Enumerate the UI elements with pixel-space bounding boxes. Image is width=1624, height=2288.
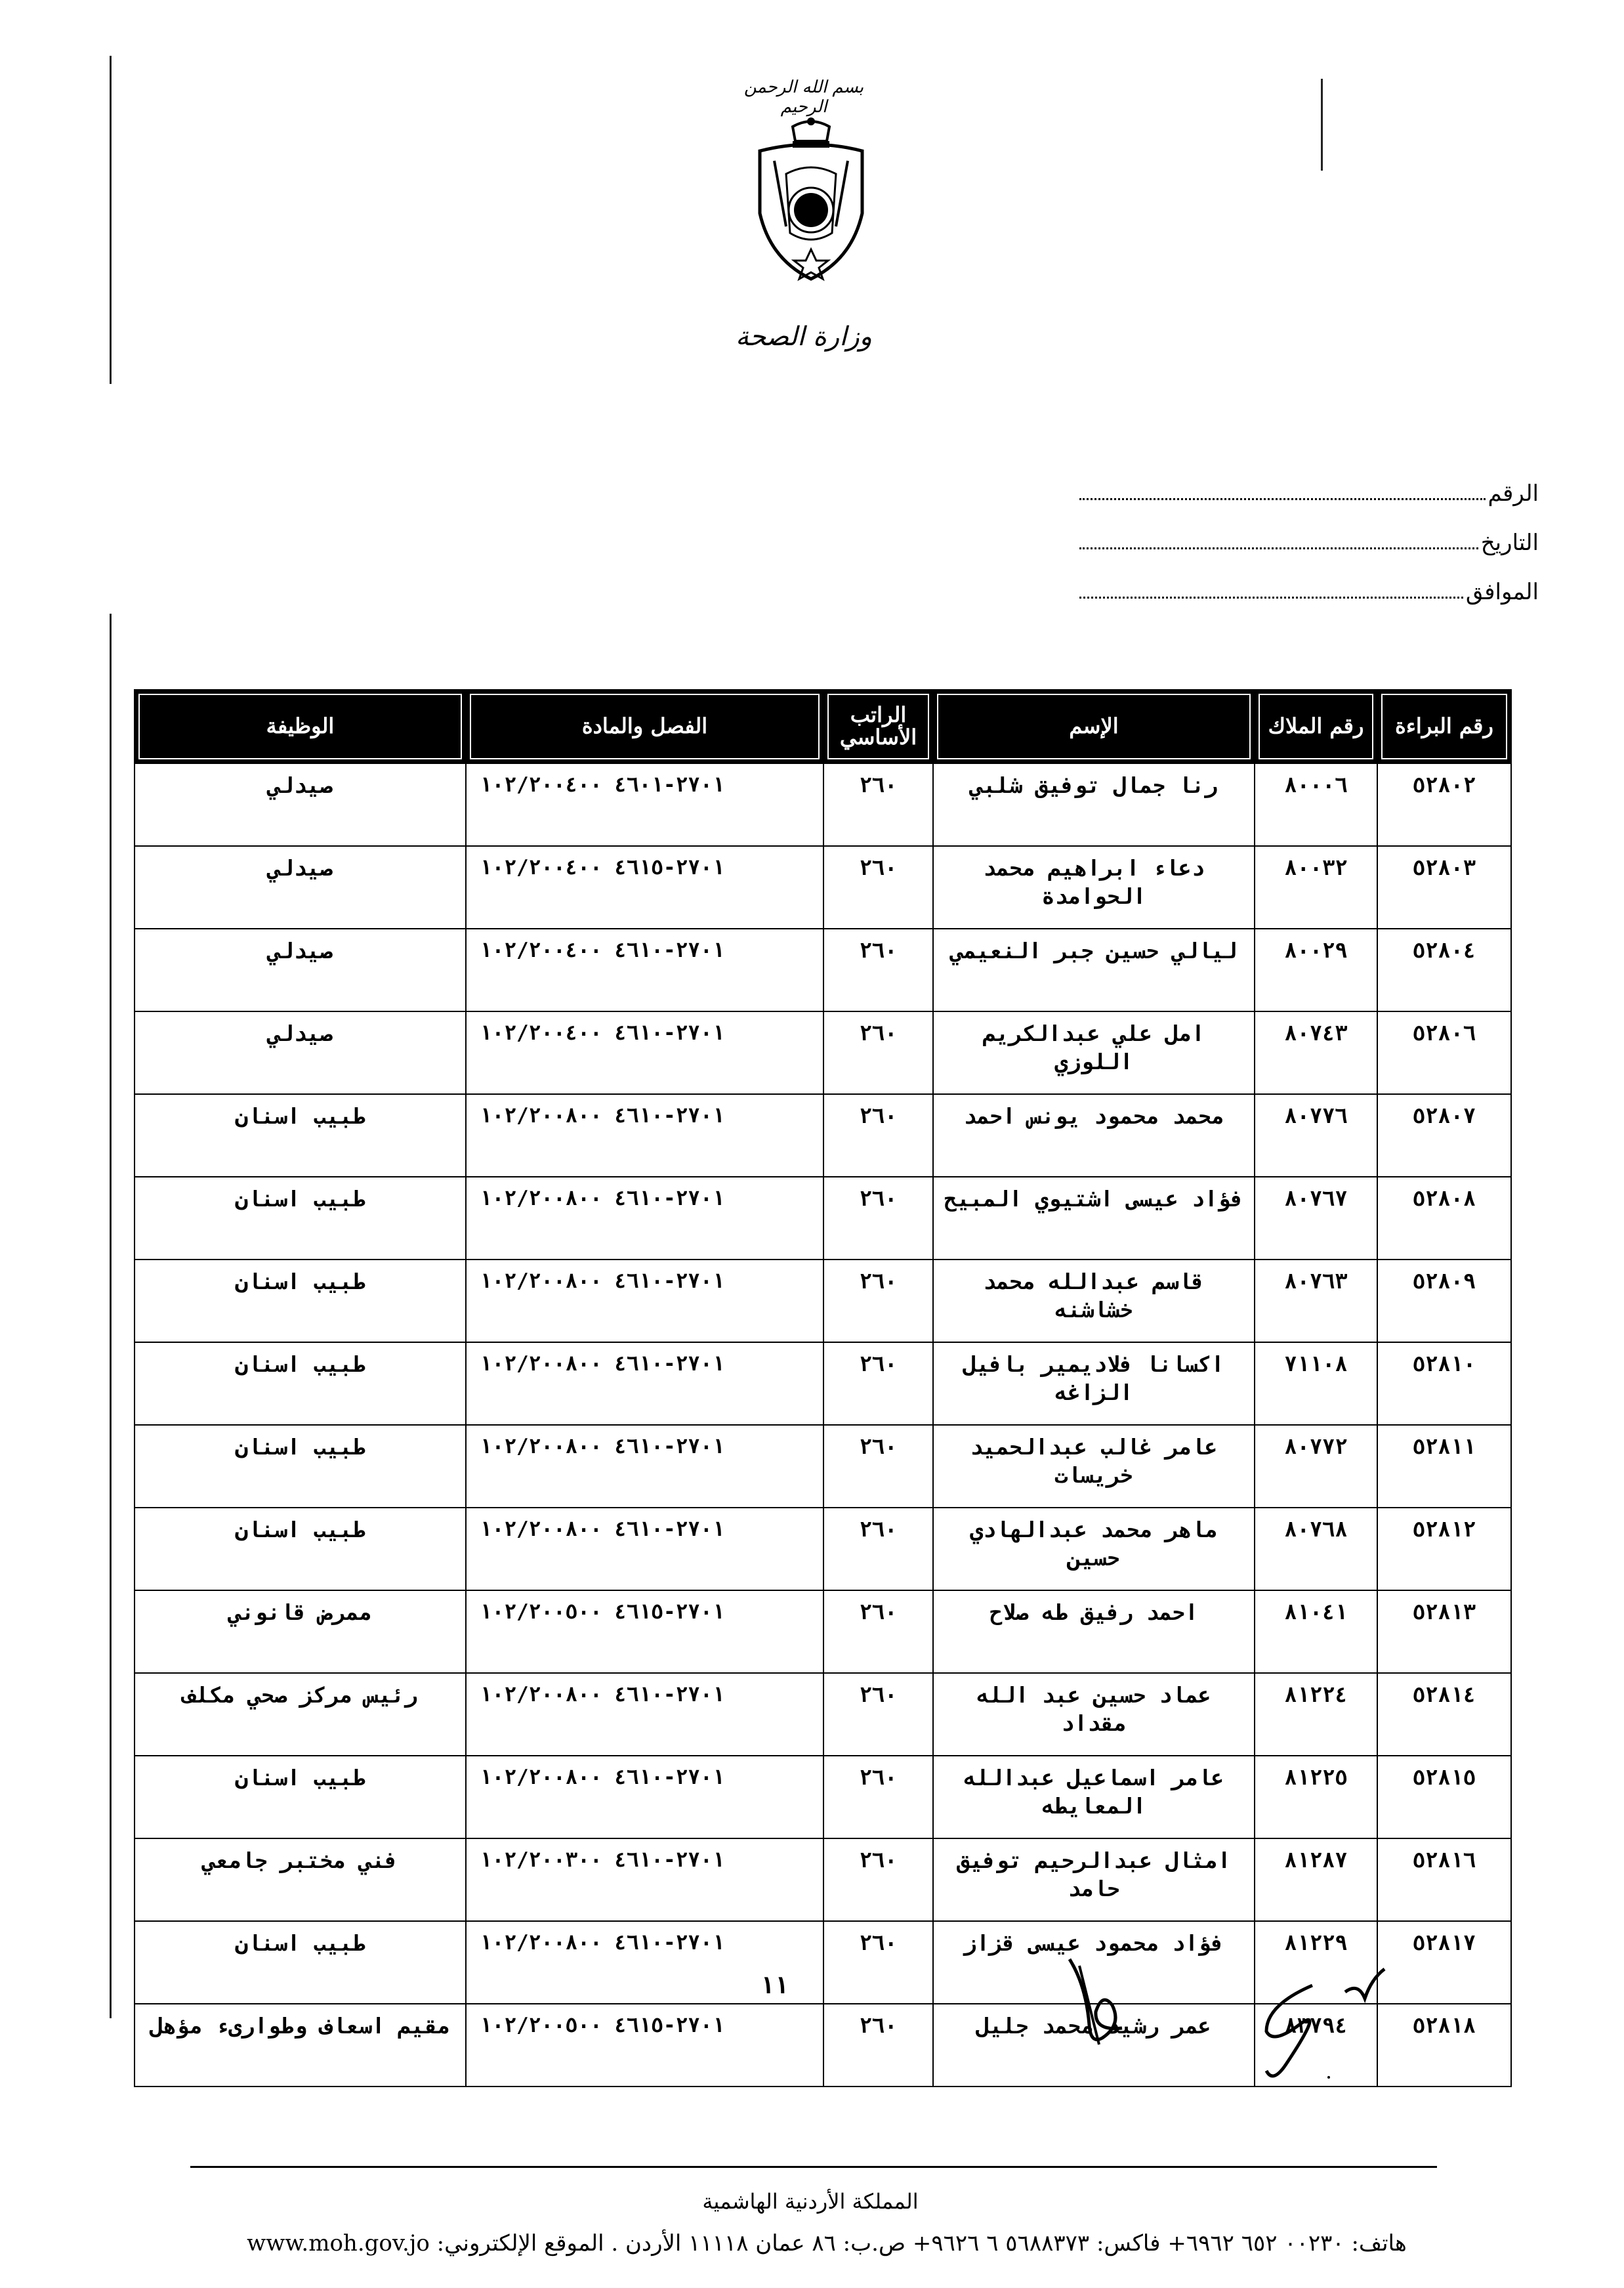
reference-corresponding-field xyxy=(1079,597,1463,599)
reference-number-field xyxy=(1079,498,1486,500)
cell-base-salary: ٢٦٠ xyxy=(823,1590,933,1673)
table-row xyxy=(135,1508,1511,1590)
header-name: الإسم xyxy=(933,690,1255,763)
table-row xyxy=(135,1756,1511,1838)
cell-chapter-item: ٢٧٠١-٤٦١٠ ١٠٢/٢٠٠٤٠٠ xyxy=(466,1011,823,1094)
ministry-name: وزارة الصحة xyxy=(736,322,872,352)
cell-job: رئيس مركز صحي مكلف xyxy=(135,1673,466,1756)
cell-job: ممرض قانوني xyxy=(135,1590,466,1673)
cell-name: رنا جمال توفيق شلبي xyxy=(933,763,1255,846)
header-receipt-no: رقم البراءة xyxy=(1377,690,1511,763)
cell-base-salary: ٢٦٠ xyxy=(823,1508,933,1590)
cell-receipt-no: ٥٢٨١٧ xyxy=(1377,1921,1511,2004)
cell-name: ماهر محمد عبدالهادي حسين xyxy=(933,1508,1255,1590)
handwritten-signatures xyxy=(1050,1946,1444,2090)
cell-staff-no: ٨٠٧٧٦ xyxy=(1255,1094,1377,1177)
cell-name: عماد حسين عبد الله مقداد xyxy=(933,1673,1255,1756)
cell-receipt-no: ٥٢٨١٢ xyxy=(1377,1508,1511,1590)
cell-staff-no: ٨١٠٤١ xyxy=(1255,1590,1377,1673)
cell-chapter-item: ٢٧٠١-٤٦١٠ ١٠٢/٢٠٠٨٠٠ xyxy=(466,1342,823,1425)
cell-base-salary: ٢٦٠ xyxy=(823,1921,933,2004)
cell-staff-no: ٨٠٧٦٣ xyxy=(1255,1260,1377,1342)
cell-chapter-item: ٢٧٠١-٤٦١٠ ١٠٢/٢٠٠٨٠٠ xyxy=(466,1425,823,1508)
cell-receipt-no: ٥٢٨١٣ xyxy=(1377,1590,1511,1673)
cell-receipt-no: ٥٢٨٠٧ xyxy=(1377,1094,1511,1177)
cell-name: اكسانا فلاديمير بافيل الزاغه xyxy=(933,1342,1255,1425)
cell-staff-no: ٨١٢٨٧ xyxy=(1255,1838,1377,1921)
cell-name: دعاء ابراهيم محمد الحوامدة xyxy=(933,846,1255,929)
reference-date-line xyxy=(1079,523,1539,556)
header-chapter-item: الفصل والمادة xyxy=(466,690,823,763)
footer-contact-info: هاتف: ٠٠٢٣٠ ٦٥٢ ٦٩٦٢+ فاكس: ٥٦٨٨٣٧٣ ٦ ٩٦٢٦+ ص.ب: ٨٦ عمان ١١١١٨ الأردن . الموقع الإلكتروني: www.moh.gov.jo xyxy=(247,2230,1407,2256)
cell-job: صيدلي xyxy=(135,1011,466,1094)
table-row xyxy=(135,1673,1511,1756)
cell-job: طبيب اسنان xyxy=(135,1177,466,1260)
cell-name: عمر رشيد محمد جليل xyxy=(933,2004,1255,2087)
table-row xyxy=(135,1425,1511,1508)
cell-job: طبيب اسنان xyxy=(135,1756,466,1838)
table-row xyxy=(135,846,1511,929)
cell-name: قاسم عبدالله محمد خشاشنه xyxy=(933,1260,1255,1342)
cell-chapter-item: ٢٧٠١-٤٦١٠ ١٠٢/٢٠٠٣٠٠ xyxy=(466,1838,823,1921)
cell-receipt-no: ٥٢٨١٠ xyxy=(1377,1342,1511,1425)
table-row xyxy=(135,1177,1511,1260)
reference-date-field xyxy=(1079,547,1478,549)
cell-staff-no: ٨١٢٢٤ xyxy=(1255,1673,1377,1756)
cell-staff-no: ٧١١٠٨ xyxy=(1255,1342,1377,1425)
cell-job: طبيب اسنان xyxy=(135,1094,466,1177)
cell-base-salary: ٢٦٠ xyxy=(823,929,933,1011)
cell-job: طبيب اسنان xyxy=(135,1425,466,1508)
header-base-salary: الراتب الأساسي xyxy=(823,690,933,763)
cell-staff-no: ٨٣٧٩٤ xyxy=(1255,2004,1377,2087)
employee-records-table xyxy=(134,689,1512,2087)
cell-job: فني مختبر جامعي xyxy=(135,1838,466,1921)
cell-name: عامر اسماعيل عبدالله المعايطه xyxy=(933,1756,1255,1838)
cell-receipt-no: ٥٢٨١٤ xyxy=(1377,1673,1511,1756)
cell-chapter-item: ٢٧٠١-٤٦١٠ ١٠٢/٢٠٠٨٠٠ xyxy=(466,1177,823,1260)
cell-chapter-item: ٢٧٠١-٤٦١٠ ١٠٢/٢٠٠٨٠٠ xyxy=(466,1508,823,1590)
reference-date-label: التاريخ xyxy=(1480,530,1539,556)
cell-job: طبيب اسنان xyxy=(135,1260,466,1342)
cell-base-salary: ٢٦٠ xyxy=(823,846,933,929)
cell-base-salary: ٢٦٠ xyxy=(823,1011,933,1094)
cell-chapter-item: ٢٧٠١-٤٦١٥ ١٠٢/٢٠٠٥٠٠ xyxy=(466,1590,823,1673)
cell-base-salary: ٢٦٠ xyxy=(823,1260,933,1342)
cell-chapter-item: ٢٧٠١-٤٦١٠ ١٠٢/٢٠٠٨٠٠ xyxy=(466,1921,823,2004)
cell-receipt-no: ٥٢٨٠٩ xyxy=(1377,1260,1511,1342)
cell-receipt-no: ٥٢٨١٨ xyxy=(1377,2004,1511,2087)
cell-name: عامر غالب عبدالحميد خريسات xyxy=(933,1425,1255,1508)
cell-job: صيدلي xyxy=(135,763,466,846)
cell-receipt-no: ٥٢٨٠٢ xyxy=(1377,763,1511,846)
cell-job: طبيب اسنان xyxy=(135,1508,466,1590)
cell-chapter-item: ٢٧٠١-٤٦١٠ ١٠٢/٢٠٠٨٠٠ xyxy=(466,1094,823,1177)
cell-job: طبيب اسنان xyxy=(135,1342,466,1425)
cell-base-salary: ٢٦٠ xyxy=(823,1838,933,1921)
cell-receipt-no: ٥٢٨١٥ xyxy=(1377,1756,1511,1838)
cell-chapter-item: ٢٧٠١-٤٦١٠ ١٠٢/٢٠٠٨٠٠ xyxy=(466,1260,823,1342)
cell-receipt-no: ٥٢٨٠٦ xyxy=(1377,1011,1511,1094)
header-job: الوظيفة xyxy=(135,690,466,763)
cell-staff-no: ٨٠٠٢٩ xyxy=(1255,929,1377,1011)
cell-staff-no: ٨٠٧٦٧ xyxy=(1255,1177,1377,1260)
cell-base-salary: ٢٦٠ xyxy=(823,1177,933,1260)
footer-divider xyxy=(190,2166,1437,2168)
cell-staff-no: ٨٠٧٧٢ xyxy=(1255,1425,1377,1508)
table-row xyxy=(135,1260,1511,1342)
table-row xyxy=(135,1342,1511,1425)
cell-receipt-no: ٥٢٨١١ xyxy=(1377,1425,1511,1508)
cell-receipt-no: ٥٢٨١٦ xyxy=(1377,1838,1511,1921)
reference-number-line xyxy=(1079,474,1539,507)
scan-edge-left xyxy=(110,56,112,384)
cell-name: فؤاد عيسى اشتيوي المبيح xyxy=(933,1177,1255,1260)
coat-of-arms-emblem xyxy=(747,115,875,286)
cell-receipt-no: ٥٢٨٠٣ xyxy=(1377,846,1511,929)
cell-name: فؤاد محمود عيسى قزاز xyxy=(933,1921,1255,2004)
cell-base-salary: ٢٦٠ xyxy=(823,1342,933,1425)
cell-chapter-item: ٢٧٠١-٤٦١٠ ١٠٢/٢٠٠٨٠٠ xyxy=(466,1673,823,1756)
cell-base-salary: ٢٦٠ xyxy=(823,2004,933,2087)
cell-receipt-no: ٥٢٨٠٤ xyxy=(1377,929,1511,1011)
table-row xyxy=(135,1590,1511,1673)
cell-chapter-item: ٢٧٠١-٤٦١٥ ١٠٢/٢٠٠٥٠٠ xyxy=(466,2004,823,2087)
cell-name: احمد رفيق طه صلاح xyxy=(933,1590,1255,1673)
cell-name: محمد محمود يونس احمد xyxy=(933,1094,1255,1177)
cell-staff-no: ٨١٢٢٩ xyxy=(1255,1921,1377,2004)
table-row xyxy=(135,929,1511,1011)
cell-base-salary: ٢٦٠ xyxy=(823,1673,933,1756)
cell-job: طبيب اسنان xyxy=(135,1921,466,2004)
cell-job: صيدلي xyxy=(135,846,466,929)
cell-chapter-item: ٢٧٠١-٤٦٠١ ١٠٢/٢٠٠٤٠٠ xyxy=(466,763,823,846)
table-row xyxy=(135,763,1511,846)
cell-chapter-item: ٢٧٠١-٤٦١٠ ١٠٢/٢٠٠٤٠٠ xyxy=(466,929,823,1011)
cell-base-salary: ٢٦٠ xyxy=(823,1756,933,1838)
cell-staff-no: ٨٠٠٣٢ xyxy=(1255,846,1377,929)
scan-edge-right xyxy=(1321,79,1323,171)
basmala-header: بسم الله الرحمن الرحيم xyxy=(743,77,864,117)
cell-receipt-no: ٥٢٨٠٨ xyxy=(1377,1177,1511,1260)
cell-base-salary: ٢٦٠ xyxy=(823,763,933,846)
reference-corresponding-line xyxy=(1079,572,1539,605)
page-number: ١١ xyxy=(760,1972,789,1999)
table-header-row xyxy=(135,690,1511,763)
table-row xyxy=(135,1838,1511,1921)
header-staff-no: رقم الملاك xyxy=(1255,690,1377,763)
table-body xyxy=(135,763,1511,2087)
table-row xyxy=(135,1011,1511,1094)
cell-name: ليالي حسين جبر النعيمي xyxy=(933,929,1255,1011)
cell-chapter-item: ٢٧٠١-٤٦١٠ ١٠٢/٢٠٠٨٠٠ xyxy=(466,1756,823,1838)
scan-edge-left-lower xyxy=(110,614,112,2018)
cell-staff-no: ٨٠٧٤٣ xyxy=(1255,1011,1377,1094)
cell-job: صيدلي xyxy=(135,929,466,1011)
reference-number-label: الرقم xyxy=(1488,480,1539,507)
cell-staff-no: ٨٠٧٦٨ xyxy=(1255,1508,1377,1590)
cell-base-salary: ٢٦٠ xyxy=(823,1425,933,1508)
table-row xyxy=(135,1094,1511,1177)
cell-staff-no: ٨٠٠٠٦ xyxy=(1255,763,1377,846)
cell-job: مقيم اسعاف وطوارىء مؤهل xyxy=(135,2004,466,2087)
cell-base-salary: ٢٦٠ xyxy=(823,1094,933,1177)
reference-corresponding-label: الموافق xyxy=(1465,579,1539,605)
footer-country-name: المملكة الأردنية الهاشمية xyxy=(702,2189,919,2214)
cell-staff-no: ٨١٢٢٥ xyxy=(1255,1756,1377,1838)
cell-name: امل علي عبدالكريم اللوزي xyxy=(933,1011,1255,1094)
cell-chapter-item: ٢٧٠١-٤٦١٥ ١٠٢/٢٠٠٤٠٠ xyxy=(466,846,823,929)
cell-name: امثال عبدالرحيم توفيق حامد xyxy=(933,1838,1255,1921)
